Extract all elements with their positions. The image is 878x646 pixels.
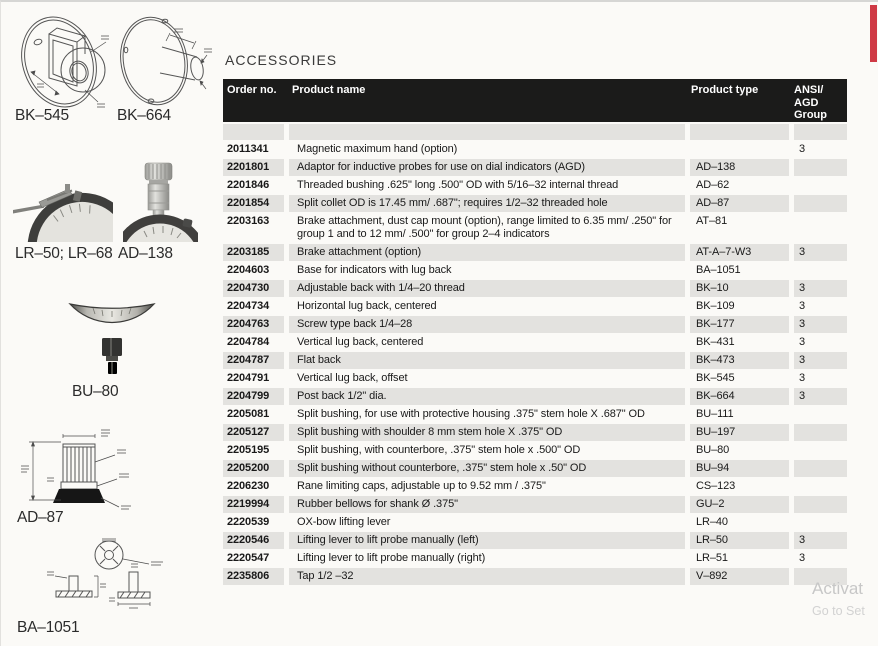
order-no-cell: 2205195 <box>223 442 284 460</box>
collet-drawing <box>19 426 149 516</box>
figure-label-ad138: AD–138 <box>118 245 173 262</box>
product-type-cell: GU–2 <box>685 496 789 514</box>
column-header-ansi-agd-group: ANSI/ AGD Group <box>789 79 847 124</box>
table-row <box>223 478 847 496</box>
windows-activation-watermark <box>812 579 865 618</box>
product-name-cell: Lifting lever to lift probe manually (left) <box>284 532 685 550</box>
product-name-cell: Vertical lug back, offset <box>284 370 685 388</box>
order-no-cell: 2220539 <box>223 514 284 532</box>
order-no-cell: 2205200 <box>223 460 284 478</box>
table-row <box>223 424 847 442</box>
order-no-cell: 2201854 <box>223 195 284 213</box>
back-plate-bk545-illustration <box>13 10 118 110</box>
order-no-cell: 2204787 <box>223 352 284 370</box>
watermark-line-1: Activat <box>812 579 864 598</box>
product-type-cell: BU–80 <box>685 442 789 460</box>
table-row <box>223 262 847 280</box>
ansi-group-cell: 3 <box>789 334 847 352</box>
product-type-cell: BK–431 <box>685 334 789 352</box>
table-row <box>223 280 847 298</box>
adaptor-bushing-photo <box>123 157 198 242</box>
table-row <box>223 460 847 478</box>
ansi-group-cell: 3 <box>789 352 847 370</box>
product-name-cell: Adaptor for inductive probes for use on dial indicators (AGD) <box>284 159 685 177</box>
product-type-cell: AD–62 <box>685 177 789 195</box>
figure-ba1051-drawing <box>43 538 173 622</box>
product-type-cell: AT–81 <box>685 213 789 244</box>
lifting-lever-photo <box>13 180 113 242</box>
product-type-cell: BK–10 <box>685 280 789 298</box>
order-no-cell: 2204791 <box>223 370 284 388</box>
figure-bk664-drawing <box>114 7 214 110</box>
ansi-group-cell: 3 <box>789 316 847 334</box>
ansi-group-cell <box>789 478 847 496</box>
order-no-cell: 2204603 <box>223 262 284 280</box>
order-no-cell: 2206230 <box>223 478 284 496</box>
product-name-cell: Split collet OD is 17.45 mm/ .687"; requires 1/2–32 threaded hole <box>284 195 685 213</box>
table-row <box>223 159 847 177</box>
figure-label-ad87: AD–87 <box>17 509 64 526</box>
table-row <box>223 352 847 370</box>
table-row <box>223 298 847 316</box>
figure-label-lr50-lr68: LR–50; LR–68 <box>15 245 113 262</box>
ansi-group-cell <box>789 514 847 532</box>
table-row <box>223 442 847 460</box>
table-row <box>223 124 847 141</box>
table-header-row <box>223 79 847 124</box>
product-type-cell: BK–664 <box>685 388 789 406</box>
accessories-table-body <box>223 124 847 586</box>
order-no-cell: 2203163 <box>223 213 284 244</box>
order-no-cell: 2204799 <box>223 388 284 406</box>
product-type-cell: AD–138 <box>685 159 789 177</box>
order-no-cell: 2220546 <box>223 532 284 550</box>
figure-ad138-photo <box>123 157 198 242</box>
product-name-cell: Lifting lever to lift probe manually (right) <box>284 550 685 568</box>
product-name-cell: Brake attachment, dust cap mount (option), range limited to 6.35 mm/ .250" for group 1 and to 12 mm/ .500" for group 2–4 indicators <box>284 213 685 244</box>
product-type-cell <box>685 124 789 141</box>
table-row <box>223 388 847 406</box>
product-name-cell: Split bushing, for use with protective housing .375" stem hole X .687" OD <box>284 406 685 424</box>
indicator-base-drawing <box>43 538 173 622</box>
order-no-cell: 2219994 <box>223 496 284 514</box>
ansi-group-cell: 3 <box>789 370 847 388</box>
ansi-group-cell <box>789 159 847 177</box>
order-no-cell: 2204730 <box>223 280 284 298</box>
order-no-cell: 2235806 <box>223 568 284 586</box>
product-type-cell: BU–94 <box>685 460 789 478</box>
ansi-group-cell: 3 <box>789 550 847 568</box>
table-row <box>223 195 847 213</box>
order-no-cell <box>223 124 284 141</box>
ansi-group-cell: 3 <box>789 141 847 159</box>
table-row <box>223 532 847 550</box>
figure-lr50-lr68-photo <box>13 180 113 242</box>
product-type-cell: LR–40 <box>685 514 789 532</box>
product-name-cell: Split bushing with shoulder 8 mm stem hole X .375" OD <box>284 424 685 442</box>
ansi-group-cell <box>789 496 847 514</box>
order-no-cell: 2201846 <box>223 177 284 195</box>
order-no-cell: 2204784 <box>223 334 284 352</box>
product-type-cell <box>685 141 789 159</box>
ansi-group-cell <box>789 177 847 195</box>
product-type-cell: LR–51 <box>685 550 789 568</box>
product-type-cell: BA–1051 <box>685 262 789 280</box>
product-name-cell: Threaded bushing .625" long .500" OD with 5/16–32 internal thread <box>284 177 685 195</box>
order-no-cell: 2220547 <box>223 550 284 568</box>
order-no-cell: 2205127 <box>223 424 284 442</box>
order-no-cell: 2205081 <box>223 406 284 424</box>
ansi-group-cell <box>789 195 847 213</box>
figure-bu80-photo <box>67 298 157 383</box>
ansi-group-cell <box>789 262 847 280</box>
ansi-group-cell <box>789 442 847 460</box>
ansi-group-cell: 3 <box>789 280 847 298</box>
product-name-cell: Vertical lug back, centered <box>284 334 685 352</box>
table-row <box>223 141 847 159</box>
ansi-group-cell: 3 <box>789 298 847 316</box>
table-row <box>223 514 847 532</box>
table-row <box>223 550 847 568</box>
table-row <box>223 496 847 514</box>
order-no-cell: 2011341 <box>223 141 284 159</box>
product-type-cell: LR–50 <box>685 532 789 550</box>
product-name-cell: Split bushing without counterbore, .375" stem hole x .50" OD <box>284 460 685 478</box>
ansi-group-cell: 3 <box>789 388 847 406</box>
table-row <box>223 244 847 262</box>
product-name-cell: OX-bow lifting lever <box>284 514 685 532</box>
column-header-product-type: Product type <box>685 79 789 124</box>
product-type-cell: CS–123 <box>685 478 789 496</box>
order-no-cell: 2201801 <box>223 159 284 177</box>
product-name-cell <box>284 124 685 141</box>
watermark-line-2: Go to Set <box>812 604 865 618</box>
product-type-cell: AT-A–7-W3 <box>685 244 789 262</box>
table-row <box>223 177 847 195</box>
column-header-order-no: Order no. <box>223 79 284 124</box>
column-header-product-name: Product name <box>284 79 685 124</box>
product-name-cell: Screw type back 1/4–28 <box>284 316 685 334</box>
product-type-cell: BU–111 <box>685 406 789 424</box>
figure-label-bk664: BK–664 <box>117 107 171 124</box>
ansi-group-cell <box>789 460 847 478</box>
product-name-cell: Flat back <box>284 352 685 370</box>
figure-label-bu80: BU–80 <box>72 383 119 400</box>
table-row <box>223 370 847 388</box>
table-row <box>223 213 847 244</box>
order-no-cell: 2204734 <box>223 298 284 316</box>
product-name-cell: Post back 1/2" dia. <box>284 388 685 406</box>
product-type-cell: BK–545 <box>685 370 789 388</box>
figure-label-bk545: BK–545 <box>15 107 69 124</box>
product-name-cell: Rane limiting caps, adjustable up to 9.52 mm / .375" <box>284 478 685 496</box>
table-row <box>223 568 847 586</box>
red-tab-marker <box>870 5 877 62</box>
product-name-cell: Rubber bellows for shank Ø .375" <box>284 496 685 514</box>
page-title: ACCESSORIES <box>225 52 338 68</box>
order-no-cell: 2204763 <box>223 316 284 334</box>
ansi-group-cell: 3 <box>789 244 847 262</box>
split-bushing-photo <box>67 298 157 383</box>
product-name-cell: Tap 1/2 –32 <box>284 568 685 586</box>
ansi-group-cell: 3 <box>789 532 847 550</box>
product-name-cell: Brake attachment (option) <box>284 244 685 262</box>
product-type-cell: BU–197 <box>685 424 789 442</box>
product-type-cell: BK–473 <box>685 352 789 370</box>
post-back-bk664-illustration <box>114 7 214 110</box>
table-row <box>223 334 847 352</box>
product-name-cell: Split bushing, with counterbore, .375" stem hole x .500" OD <box>284 442 685 460</box>
product-name-cell: Base for indicators with lug back <box>284 262 685 280</box>
ansi-group-cell <box>789 424 847 442</box>
product-type-cell: BK–177 <box>685 316 789 334</box>
figure-label-ba1051: BA–1051 <box>17 619 80 636</box>
table-row <box>223 406 847 424</box>
table-row <box>223 316 847 334</box>
product-name-cell: Horizontal lug back, centered <box>284 298 685 316</box>
order-no-cell: 2203185 <box>223 244 284 262</box>
ansi-group-cell <box>789 406 847 424</box>
figure-ad87-drawing <box>19 426 149 516</box>
product-name-cell: Magnetic maximum hand (option) <box>284 141 685 159</box>
ansi-group-cell <box>789 213 847 244</box>
product-type-cell: AD–87 <box>685 195 789 213</box>
figure-bk545-drawing <box>13 10 118 110</box>
product-name-cell: Adjustable back with 1/4–20 thread <box>284 280 685 298</box>
ansi-group-cell <box>789 124 847 141</box>
product-type-cell: V–892 <box>685 568 789 586</box>
product-type-cell: BK–109 <box>685 298 789 316</box>
accessories-table <box>223 79 847 586</box>
